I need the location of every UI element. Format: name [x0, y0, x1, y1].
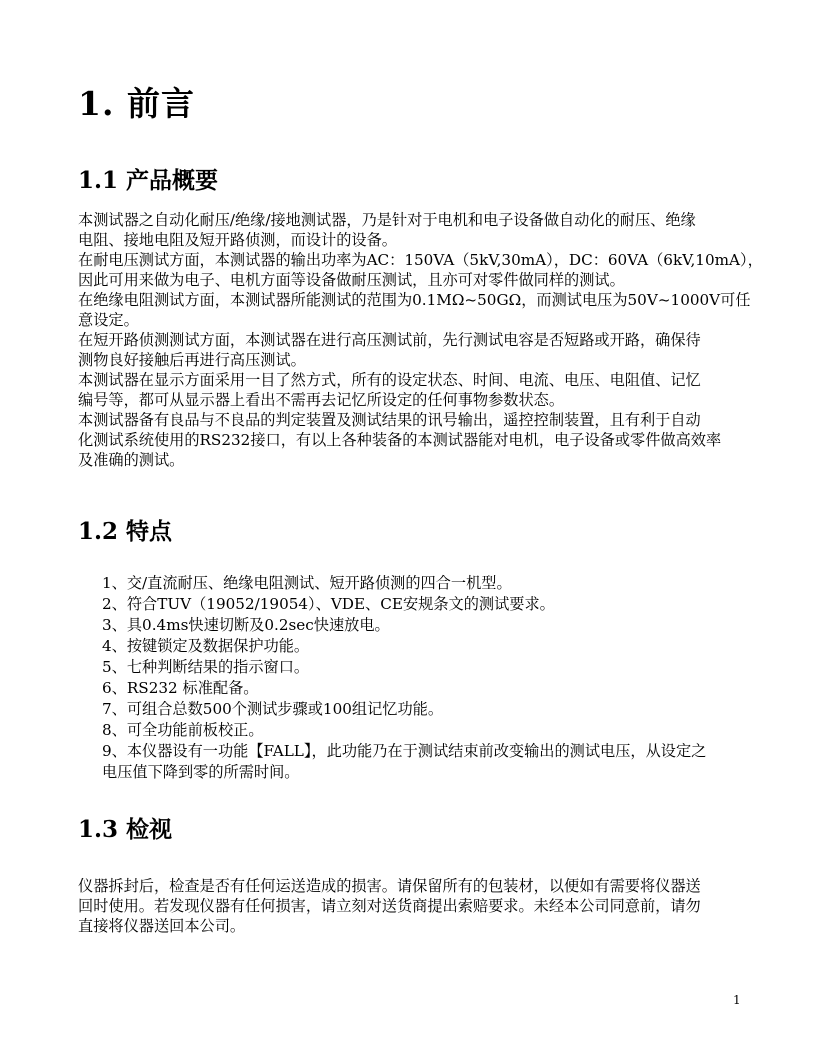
features-list — [102, 573, 752, 783]
inspection-paragraph — [78, 876, 748, 936]
overview-paragraph — [78, 210, 763, 470]
text-line: 及准确的测试。 — [78, 451, 185, 469]
page-number: 1 — [733, 993, 741, 1007]
list-item: 1、交/直流耐压、绝缘电阻测试、短开路侦测的四合一机型。 — [102, 574, 512, 592]
text-line: 本测试器在显示方面采用一目了然方式，所有的设定状态、时间、电流、电压、电阻值、记忆 — [78, 371, 701, 389]
text-line: 仪器拆封后，检查是否有任何运送造成的损害。请保留所有的包装材，以便如有需要将仪器送 — [78, 877, 701, 895]
list-item: 9、本仪器设有一功能【FALL】，此功能乃在于测试结束前改变输出的测试电压，从设定之 — [102, 742, 707, 760]
chapter-title: 1. 前言 — [78, 84, 195, 123]
text-line: 编号等，都可从显示器上看出不需再去记忆所设定的任何事物参数状态。 — [78, 391, 564, 409]
list-item: 4、按键锁定及数据保护功能。 — [102, 637, 310, 655]
text-line: 本测试器之自动化耐压/绝缘/接地测试器，乃是针对于电机和电子设备做自动化的耐压、绝缘 — [78, 211, 696, 229]
section-heading-features: 1.2 特点 — [78, 518, 173, 545]
text-line: 意设定。 — [78, 311, 139, 329]
list-item: 2、符合TUV（19052/19054）、VDE、CE安规条文的测试要求。 — [102, 595, 555, 613]
list-item: 6、RS232 标准配备。 — [102, 679, 259, 697]
list-item: 8、可全功能前板校正。 — [102, 721, 264, 739]
text-line: 在绝缘电阻测试方面，本测试器所能测试的范围为0.1MΩ~50GΩ，而测试电压为50V~1000V可任 — [78, 291, 751, 309]
section-heading-overview: 1.1 产品概要 — [78, 167, 219, 194]
text-line: 在耐电压测试方面，本测试器的输出功率为AC：150VA（5kV,30mA），DC：60VA（6kV,10mA）， — [78, 251, 763, 269]
list-item: 5、七种判断结果的指示窗口。 — [102, 658, 310, 676]
text-line: 电阻、接地电阻及短开路侦测，而设计的设备。 — [78, 231, 397, 249]
list-item: 7、可组合总数500个测试步骤或100组记忆功能。 — [102, 700, 444, 718]
text-line: 直接将仪器送回本公司。 — [78, 917, 246, 935]
text-line: 在短开路侦测测试方面，本测试器在进行高压测试前，先行测试电容是否短路或开路，确保待 — [78, 331, 701, 349]
text-line: 本测试器备有良品与不良品的判定装置及测试结果的讯号输出，遥控控制装置，且有利于自动 — [78, 411, 701, 429]
list-item-continuation: 电压值下降到零的所需时间。 — [102, 763, 300, 781]
text-line: 回时使用。若发现仪器有任何损害，请立刻对送货商提出索赔要求。未经本公司同意前，请勿 — [78, 897, 701, 915]
list-item: 3、具0.4ms快速切断及0.2sec快速放电。 — [102, 616, 390, 634]
text-line: 因此可用来做为电子、电机方面等设备做耐压测试，且亦可对零件做同样的测试。 — [78, 271, 625, 289]
section-heading-inspection: 1.3 检视 — [78, 816, 173, 843]
text-line: 测物良好接触后再进行高压测试。 — [78, 351, 306, 369]
text-line: 化测试系统使用的RS232接口，有以上各种装备的本测试器能对电机，电子设备或零件做高效率 — [78, 431, 722, 449]
